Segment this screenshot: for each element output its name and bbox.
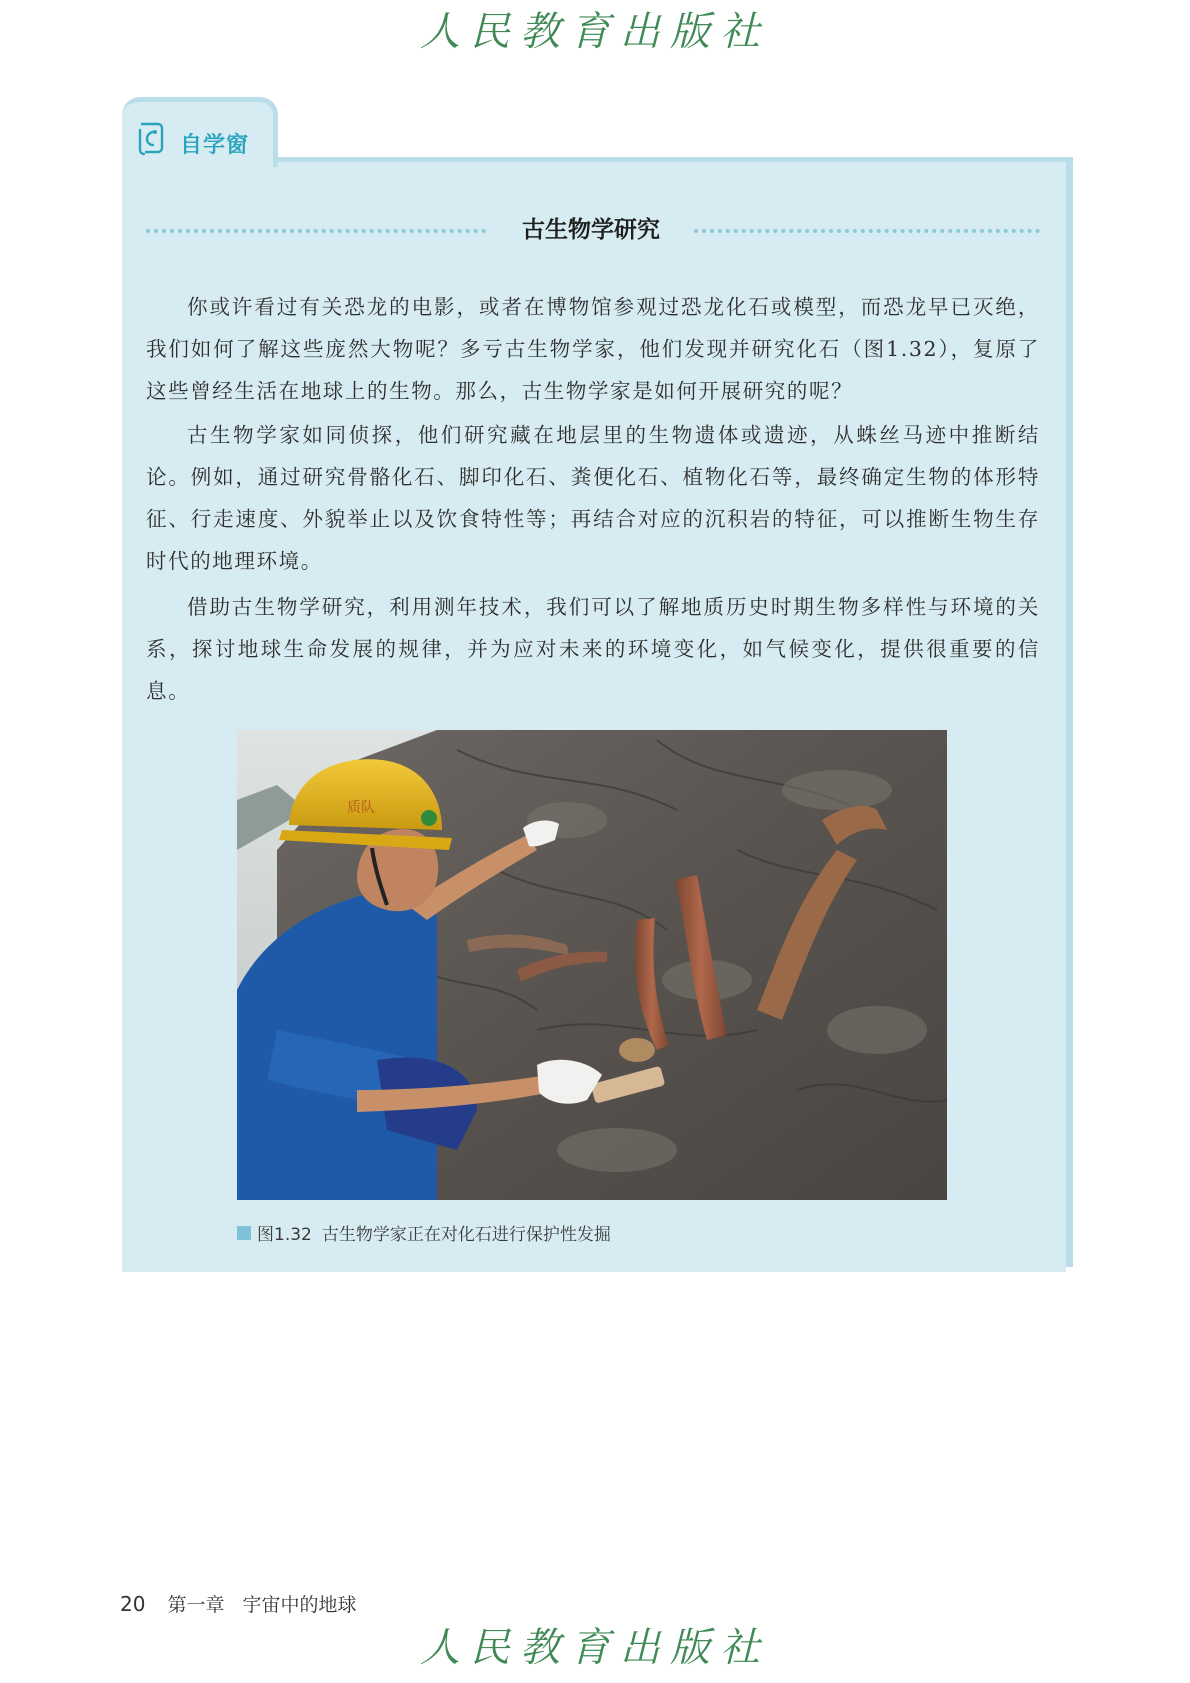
title-divider-left [146,229,486,233]
chapter-title: 宇宙中的地球 [242,1594,357,1616]
body-paragraph: 借助古生物学研究，利用测年技术，我们可以了解地质历史时期生物多样性与环境的关系，探讨地球生命发展的规律，并为应对未来的环境变化，如气候变化，提供很重要的信息。 [146,595,1040,703]
caption-marker [237,1226,251,1240]
body-paragraph: 古生物学家如同侦探，他们研究藏在地层里的生物遗体或遗迹，从蛛丝马迹中推断结论。例如，通过研究骨骼化石、脚印化石、粪便化石、植物化石等，最终确定生物的体形特征、行走速度、外貌举止以及饮食特性等；再结合对应的沉积岩的特征，可以推断生物生存时代的地理环境。 [146,423,1040,573]
self-study-icon [136,120,166,156]
page-footer [120,1590,356,1617]
helmet-label: 质队 [347,800,375,816]
panel-right-border [1066,157,1073,1267]
caption-label: 图1.32 [257,1225,312,1245]
panel-tab-label: 自学窗 [180,133,250,158]
body-paragraph: 你或许看过有关恐龙的电影，或者在博物馆参观过恐龙化石或模型，而恐龙早已灭绝，我们如何了解这些庞然大物呢？多亏古生物学家，他们发现并研究化石（图1.32），复原了这些曾经生活在地球上的生物。那么，古生物学家是如何开展研究的呢？ [146,295,1040,403]
publisher-wordmark-header: 人民教育出版社 [420,9,770,55]
panel-top-border [278,157,1071,162]
chapter-label: 第一章 [167,1594,225,1616]
caption-text: 古生物学家正在对化石进行保护性发掘 [321,1225,611,1245]
fossil-excavation-photo [237,730,947,1200]
title-divider-right [694,229,1040,233]
panel-tab [122,97,278,167]
page-number: 20 [120,1592,146,1616]
publisher-wordmark-footer: 人民教育出版社 [420,1625,770,1671]
panel-title-row [146,215,1040,245]
figure-caption [237,1220,611,1245]
panel-title: 古生物学研究 [522,216,660,243]
